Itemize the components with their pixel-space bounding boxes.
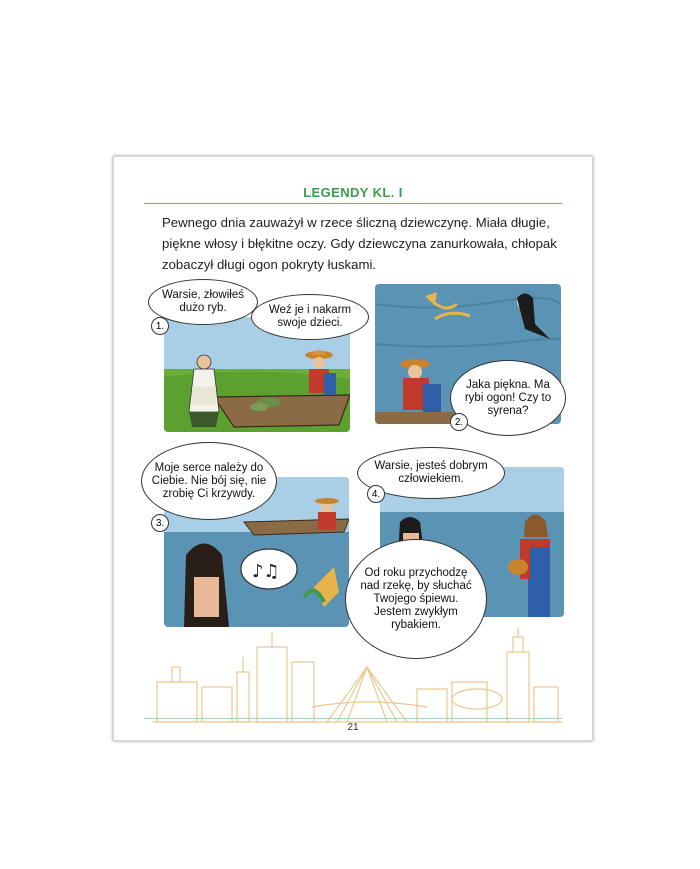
city-skyline-illustration <box>152 627 562 727</box>
intro-paragraph: Pewnego dnia zauważył w rzece śliczną dziewczynę. Miała długie, piękne włosy i błękitne oczy. Gdy dziewczyna zanurkowała, chłopak zobaczył długi ogon pokryty łuskami. <box>162 215 557 272</box>
panel-number-3: 3. <box>151 514 169 532</box>
footer-divider <box>144 718 562 719</box>
header-divider <box>144 203 562 204</box>
speech-bubble-i-come-to-river: Od roku przychodzę nad rzekę, by słuchać Twojego śpiewu. Jestem zwykłym rybakiem. <box>345 539 487 659</box>
page-number: 21 <box>347 722 359 733</box>
panel-number-2: 2. <box>450 413 468 431</box>
book-page <box>113 156 593 741</box>
svg-text:♪♫: ♪♫ <box>252 561 280 582</box>
page-header: LEGENDY KL. I <box>303 185 403 200</box>
panel-number-1: 1. <box>151 317 169 335</box>
speech-bubble-warsie-caught: Warsie, złowiłeś dużo ryb. <box>148 279 258 325</box>
speech-bubble-take-fish: Weź je i nakarm swoje dzieci. <box>251 294 369 340</box>
speech-bubble-good-man: Warsie, jesteś dobrym człowiekiem. <box>357 447 505 499</box>
panel-number-4: 4. <box>367 485 385 503</box>
speech-bubble-so-beautiful: Jaka piękna. Ma rybi ogon! Czy to syrena? <box>450 360 566 436</box>
speech-bubble-my-heart: Moje serce należy do Ciebie. Nie bój się, nie zrobię Ci krzywdy. <box>141 442 277 520</box>
